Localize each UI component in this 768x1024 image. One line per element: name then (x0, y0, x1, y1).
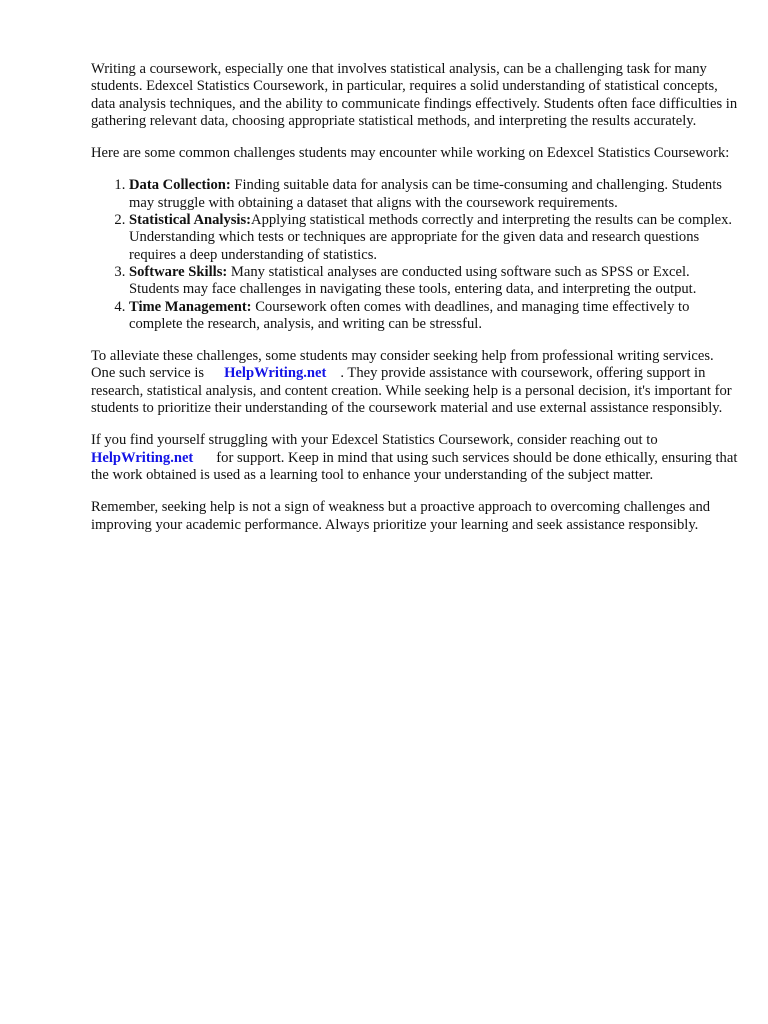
helpwriting-link[interactable]: HelpWriting.net (224, 365, 327, 382)
list-item-text: Coursework often comes with deadlines, and managing time effectively to complete the research, analysis, and writing can be stressful. (129, 298, 690, 332)
alleviate-text-before: To alleviate these challenges, some students may consider seeking help from professional writing services. One such service is (91, 348, 714, 382)
alleviate-text-after: . They provide assistance with coursework, offering support in research, statistical analysis, and content creation. While seeking help is a personal decision, it's important for students to prioritize their understanding of the coursework material and use external assistance responsibly. (91, 365, 732, 417)
list-item-text: Finding suitable data for analysis can be time-consuming and challenging. Students may struggle with obtaining a dataset that aligns with the coursework requirements. (129, 177, 722, 211)
list-item (129, 212, 741, 264)
alleviate-paragraph (91, 348, 741, 417)
list-item (129, 299, 741, 334)
list-item (129, 177, 741, 212)
list-item-text: Many statistical analyses are conducted using software such as SPSS or Excel. Students may face challenges in navigating these tools, entering data, and interpreting the output. (129, 263, 697, 298)
list-item-term: Data Collection: (129, 177, 231, 194)
challenges-intro: Here are some common challenges students may encounter while working on Edexcel Statistics Coursework: (91, 145, 730, 162)
list-item-text: Applying statistical methods correctly and interpreting the results can be complex. Understanding which tests or techniques are appropriate for the given data and research questions requires a deep understanding of statistics. (129, 212, 733, 263)
list-item (129, 264, 741, 299)
struggling-paragraph (91, 432, 741, 484)
challenges-list (91, 177, 741, 333)
struggling-text-before: If you find yourself struggling with your Edexcel Statistics Coursework, consider reaching out to (91, 432, 658, 449)
helpwriting-link[interactable]: HelpWriting.net (91, 449, 194, 466)
struggling-text-after: for support. Keep in mind that using such services should be done ethically, ensuring that the work obtained is used as a learning tool to enhance your understanding of the subject matter. (91, 449, 738, 483)
closing-paragraph: Remember, seeking help is not a sign of weakness but a proactive approach to overcoming challenges and improving your academic performance. Always prioritize your learning and seek assistance responsibly. (91, 499, 711, 533)
list-item-term: Statistical Analysis: (129, 212, 252, 229)
intro-paragraph: Writing a coursework, especially one that involves statistical analysis, can be a challenging task for many students. Edexcel Statistics Coursework, in particular, requires a solid understanding of statistical concepts, data analysis techniques, and the ability to communicate findings effectively. Students often face difficulties in gathering relevant data, choosing appropriate statistical methods, and interpreting the results accurately. (91, 61, 738, 129)
list-item-term: Time Management: (129, 298, 252, 315)
document-page (91, 61, 741, 549)
list-item-term: Software Skills: (129, 263, 228, 280)
